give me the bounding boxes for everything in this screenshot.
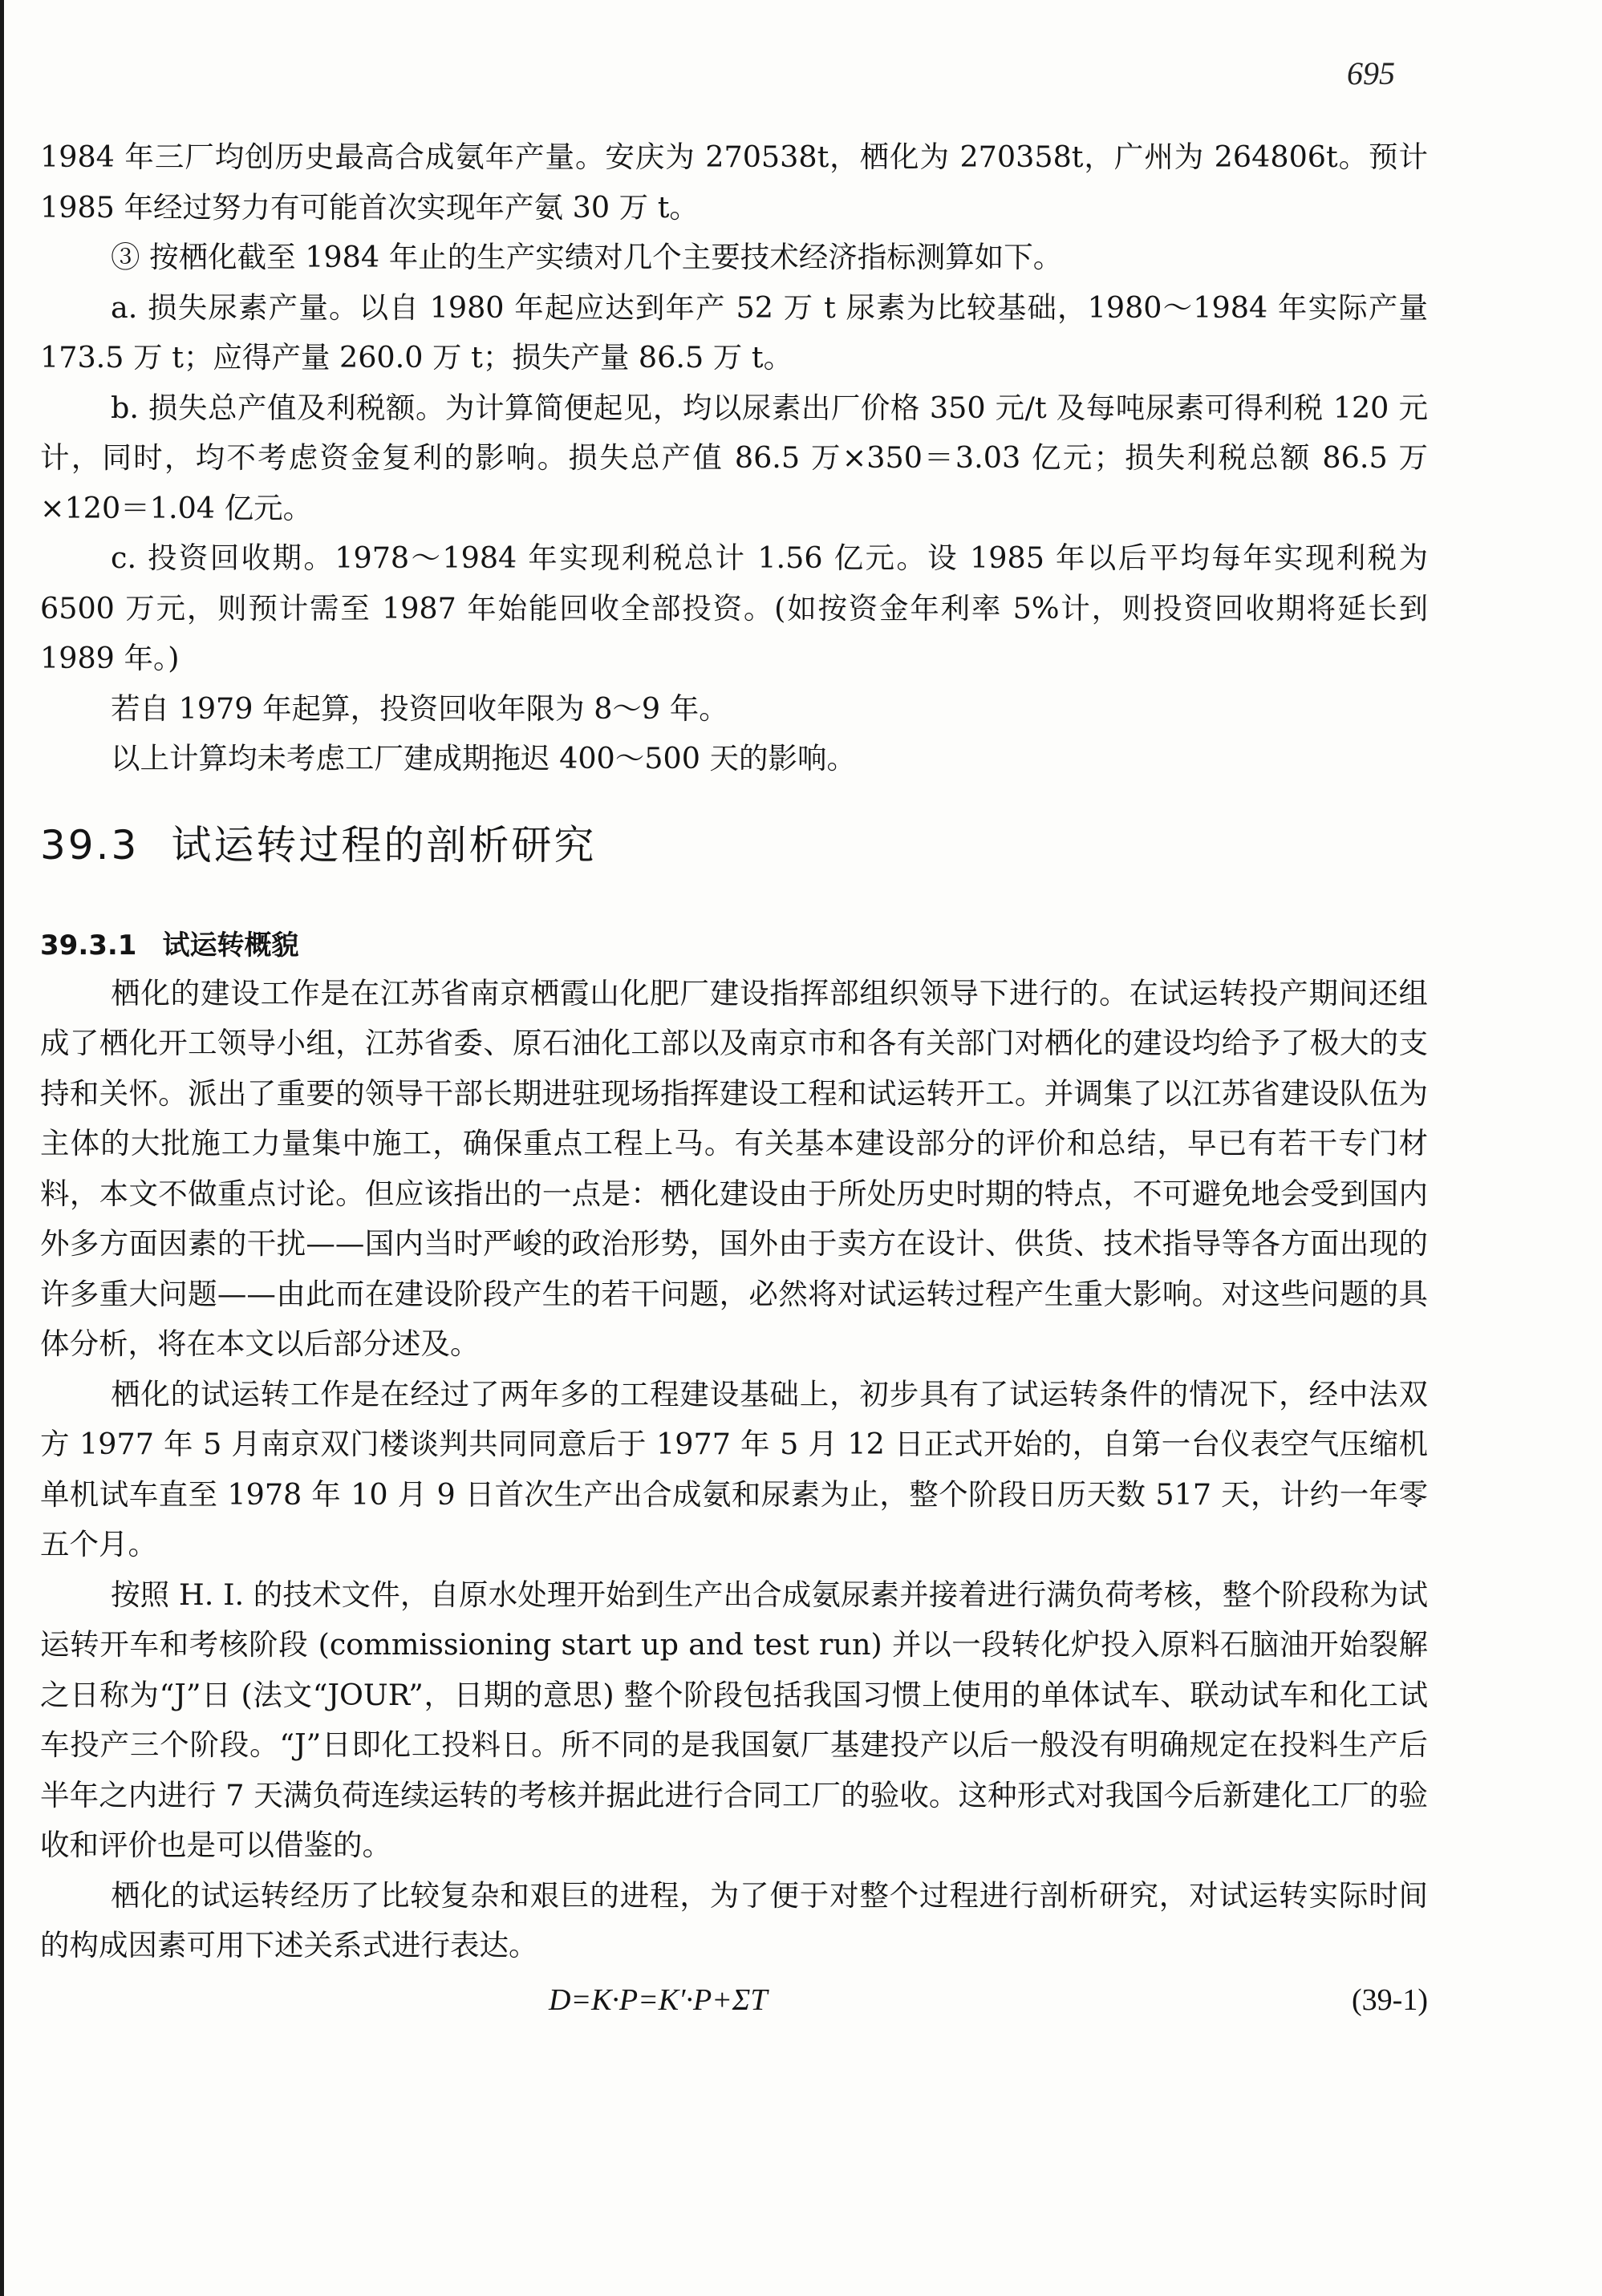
section-number: 39.3: [40, 821, 140, 869]
subsection-title: 试运转概貌: [162, 929, 299, 962]
paragraph: 按照 H. I. 的技术文件，自原水处理开始到生产出合成氨尿素并接着进行满负荷考核，整个阶段称为试运转开车和考核阶段 (commissioning start up and test run) 并以一段转化炉投入原料石脑油开始裂解之日称为“J”日 (法文“JOUR”，日期的意思) 整个阶段包括我国习惯上使用的单体试车、联动试车和化工试车投产三个阶段。“J”日即化工投料日。所不同的是我国氨厂基建投产以后一般没有明确规定在投料生产后半年之内进行 7 天满负荷连续运转的考核并据此进行合同工厂的验收。这种形式对我国今后新建化工厂的验收和评价也是可以借鉴的。: [40, 1577, 1428, 1862]
paragraph: 栖化的建设工作是在江苏省南京栖霞山化肥厂建设指挥部组织领导下进行的。在试运转投产期间还组成了栖化开工领导小组，江苏省委、原石油化工部以及南京市和各有关部门对栖化的建设均给予了极大的支持和关怀。派出了重要的领导干部长期进驻现场指挥建设工程和试运转开工。并调集了以江苏省建设队伍为主体的大批施工力量集中施工，确保重点工程上马。有关基本建设部分的评价和总结，早已有若干专门材料，本文不做重点讨论。但应该指出的一点是：栖化建设由于所处历史时期的特点，不可避免地会受到国内外多方面因素的干扰——国内当时严峻的政治形势，国外由于卖方在设计、供货、技术指导等各方面出现的许多重大问题——由此而在建设阶段产生的若干问题，必然将对试运转过程产生重大影响。对这些问题的具体分析，将在本文以后部分述及。: [40, 975, 1428, 1361]
section-title: 试运转过程的剖析研究: [171, 821, 597, 869]
equation-number: (39-1): [1352, 1982, 1428, 2017]
equation-row: [40, 1974, 1428, 2026]
subsection-number: 39.3.1: [40, 929, 137, 962]
paragraph: a. 损失尿素产量。以自 1980 年起应达到年产 52 万 t 尿素为比较基础，1980～1984 年实际产量 173.5 万 t；应得产量 260.0 万 t；损失产量 86.5 万 t。: [40, 290, 1428, 375]
paragraph: 1984 年三厂均创历史最高合成氨年产量。安庆为 270538t，栖化为 270358t，广州为 264806t。预计 1985 年经过努力有可能首次实现年产氨 30 万 t。: [40, 140, 1428, 225]
section-heading: [40, 816, 1428, 874]
equation: D=K·P=K′·P+ΣT: [549, 1982, 768, 2017]
paragraph: 若自 1979 年起算，投资回收年限为 8～9 年。: [111, 690, 728, 726]
paragraph: 以上计算均未考虑工厂建成期拖迟 400～500 天的影响。: [111, 741, 857, 775]
page-number: 695: [1347, 55, 1395, 91]
paragraph: ③ 按栖化截至 1984 年止的生产实绩对几个主要技术经济指标测算如下。: [111, 240, 1063, 274]
scan-edge-border: [0, 0, 4, 2296]
paragraph: 栖化的试运转经历了比较复杂和艰巨的进程，为了便于对整个过程进行剖析研究，对试运转实际时间的构成因素可用下述关系式进行表达。: [40, 1877, 1428, 1962]
subsection-heading: [40, 922, 1428, 969]
paragraph: 栖化的试运转工作是在经过了两年多的工程建设基础上，初步具有了试运转条件的情况下，经中法双方 1977 年 5 月南京双门楼谈判共同同意后于 1977 年 5 月 12 日正式开始的，自第一台仪表空气压缩机单机试车直至 1978 年 10 月 9 日首次生产出合成氨和尿素为止，整个阶段日历天数 517 天，计约一年零五个月。: [40, 1376, 1428, 1561]
page-body: [40, 132, 1428, 2026]
paragraph: b. 损失总产值及利税额。为计算简便起见，均以尿素出厂价格 350 元/t 及每吨尿素可得利税 120 元计，同时，均不考虑资金复利的影响。损失总产值 86.5 万×350＝3.03 亿元；损失利税总额 86.5 万×120＝1.04 亿元。: [40, 390, 1428, 525]
paragraph: c. 投资回收期。1978～1984 年实现利税总计 1.56 亿元。设 1985 年以后平均每年实现利税为 6500 万元，则预计需至 1987 年始能回收全部投资。(如按资金年利率 5%计，则投资回收期将延长到 1989 年。): [40, 541, 1428, 675]
